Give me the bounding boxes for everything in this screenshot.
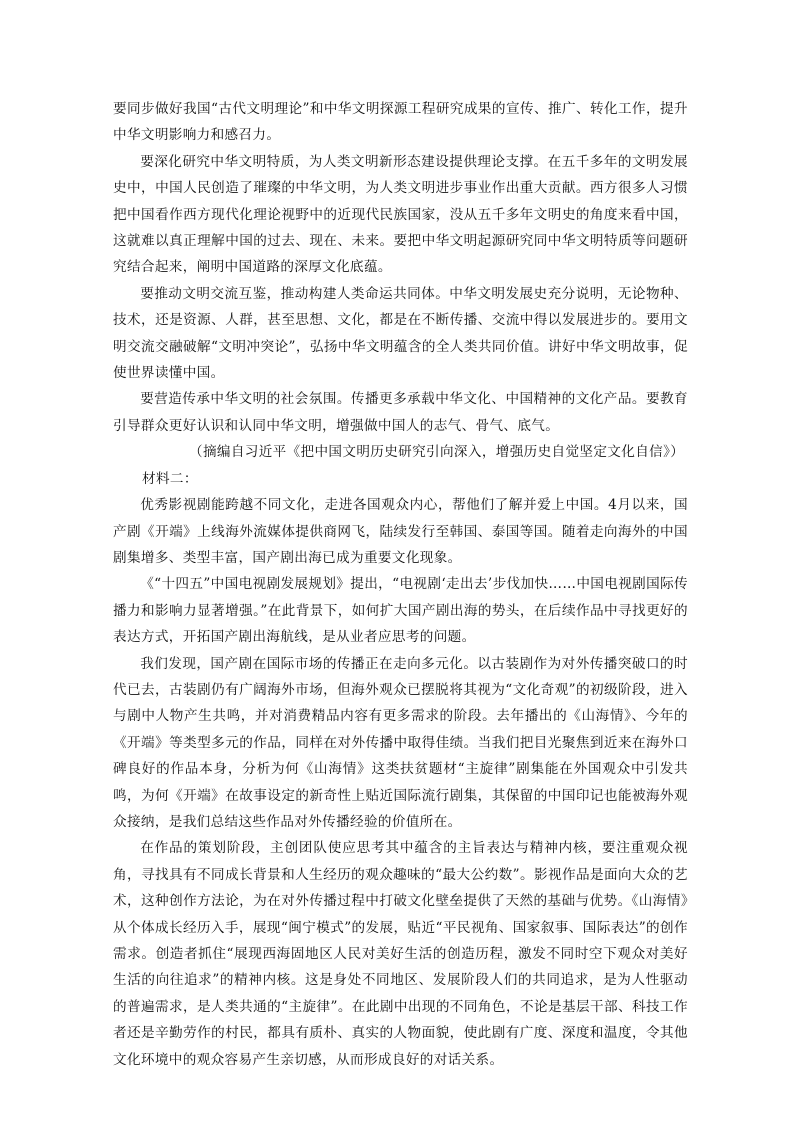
paragraph: 《“十四五”中国电视剧发展规划》提出，“电视剧‘走出去’步伐加快……中国电视剧国际传播力和影响力显著增强。”在此背景下，如何扩大国产剧出海的势头，在后续作品中寻找更好的表达方式，开拓国产剧出海航线，是从业者应思考的问题。 [113, 576, 688, 646]
paragraph: 在作品的策划阶段，主创团队使应思考其中蕴含的主旨表达与精神内核，要注重观众视角，寻找具有不同成长背景和人生经历的观众趣味的“最大公约数”。影视作品是面向大众的艺术，这种创作方法论，为在对外传播过程中打破文化壁垒提供了天然的基础与优势。《山海情》从个体成长经历入手，展现“闽宁模式”的发展，贴近“平民视角、国家叙事、国际表达”的创作需求。创造者抓住“展现西海固地区人民对美好生活的创造历程，激发不同时空下观众对美好生活的向往追求”的精神内核。这是身处不同地区、发展阶段人们的共同追求，是为人性驱动的普遍需求，是人类共通的“主旋律”。在此剧中出现的不同角色，不论是基层干部、科技工作者还是辛勤劳作的村民，都具有质朴、真实的人物面貌，使此剧有广度、深度和温度，令其他文化环境中的观众容易产生亲切感，从而形成良好的对话关系。 [113, 840, 688, 1068]
paragraph: 要营造传承中华文明的社会氛围。传播更多承载中华文化、中国精神的文化产品。要教育引导群众更好认识和认同中华文明，增强做中国人的志气、骨气、底气。 [113, 391, 688, 434]
paragraph: 要推动文明交流互鉴，推动构建人类命运共同体。中华文明发展史充分说明，无论物种、技术，还是资源、人群，甚至思想、文化，都是在不断传播、交流中得以发展进步的。要用文明交流交融破解“文明冲突论”，弘扬中华文明蕴含的全人类共同价值。讲好中华文明故事，促使世界读懂中国。 [113, 285, 688, 382]
paragraph: 优秀影视剧能跨越不同文化，走进各国观众内心，帮他们了解并爱上中国。4月以来，国产剧《开端》上线海外流媒体提供商网飞，陆续发行至韩国、泰国等国。随着走向海外的中国剧集增多、类型丰富，国产剧出海已成为重要文化现象。 [113, 497, 688, 566]
paragraph: 要深化研究中华文明特质，为人类文明新形态建设提供理论支撑。在五千多年的文明发展史中，中国人民创造了璀璨的中华文明，为人类文明进步事业作出重大贡献。西方很多人习惯把中国看作西方现代化理论视野中的近现代民族国家，没从五千多年文明史的角度来看中国，这就难以真正理解中国的过去、现在、未来。要把中华文明起源研究同中华文明特质等问题研究结合起来，阐明中国道路的深厚文化底蕴。 [113, 153, 688, 276]
material-heading: 材料二： [142, 470, 198, 487]
paragraph: 我们发现，国产剧在国际市场的传播正在走向多元化。以古装剧作为对外传播突破口的时代已去，古装剧仍有广阔海外市场，但海外观众已摆脱将其视为“文化奇观”的初级阶段，进入与剧中人物产生共鸣，并对消费精品内容有更多需求的阶段。去年播出的《山海情》、今年的《开端》等类型多元的作品，同样在对外传播中取得佳绩。当我们把目光聚焦到近来在海外口碑良好的作品本身，分析为何《山海情》这类扶贫题材“主旋律”剧集能在外国观众中引发共鸣，为何《开端》在故事设定的新奇性上贴近国际流行剧集，其保留的中国印记也能被海外观众接纳，是我们总结这些作品对外传播经验的价值所在。 [113, 655, 688, 830]
source-citation: （摘编自习近平《把中国文明历史研究引向深入，增强历史自觉坚定文化自信》） [189, 444, 685, 461]
paragraph: 要同步做好我国“古代文明理论”和中华文明探源工程研究成果的宣传、推广、转化工作，提升中华文明影响力和感召力。 [113, 101, 688, 144]
article-body [113, 96, 688, 1073]
